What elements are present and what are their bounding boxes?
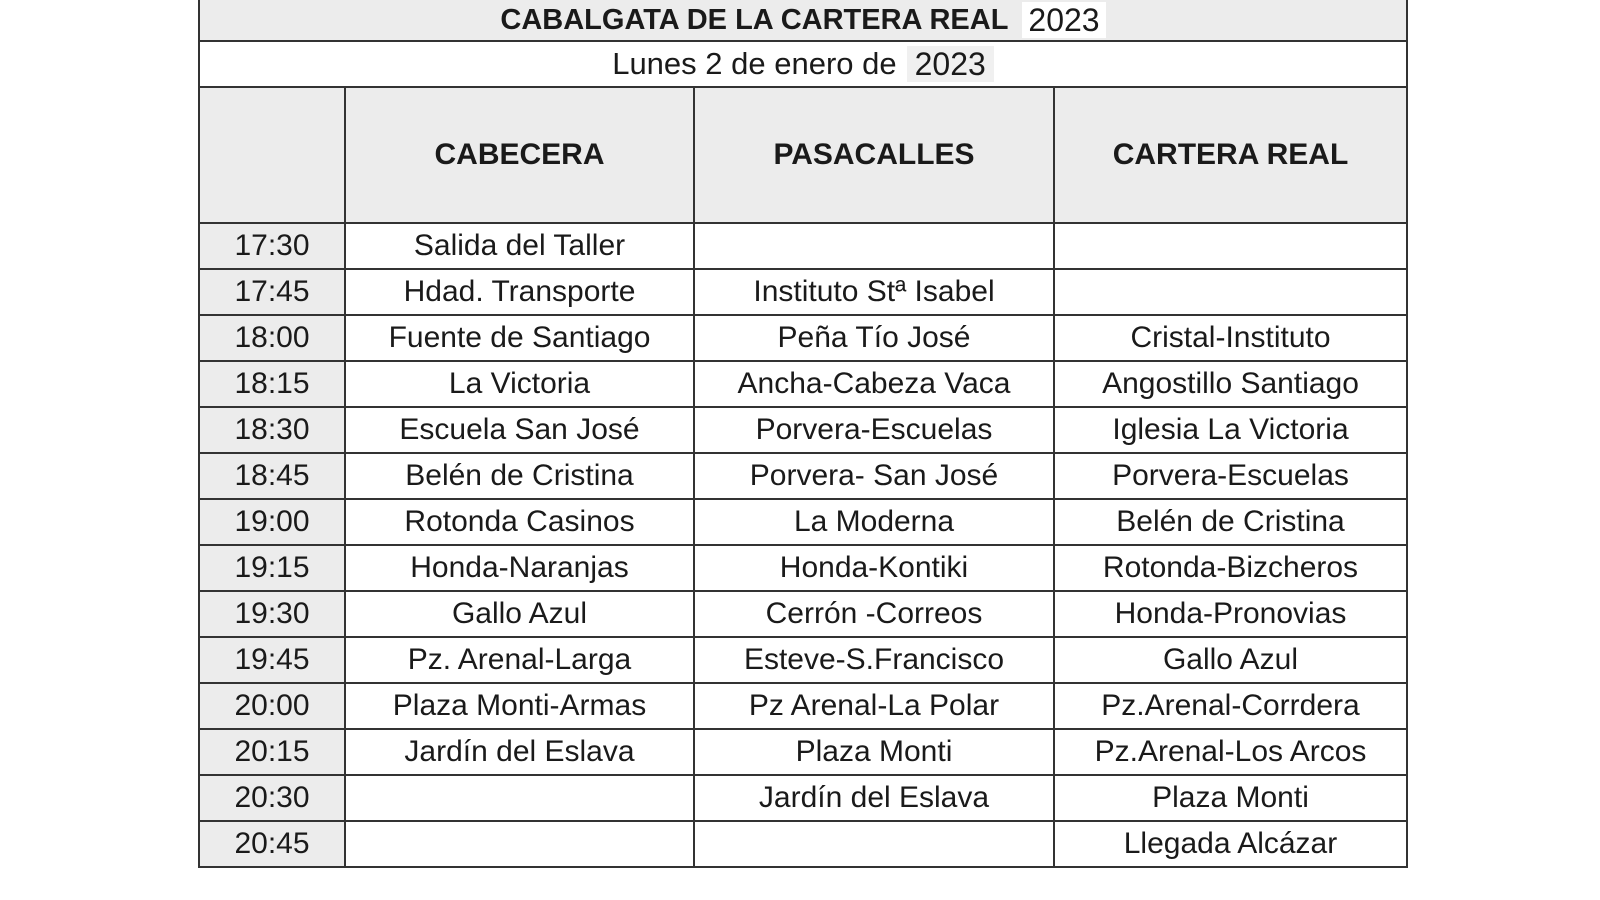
header-time xyxy=(200,88,345,223)
cartera-real-cell xyxy=(1054,223,1406,269)
time-cell: 18:15 xyxy=(200,361,345,407)
cabecera-cell xyxy=(345,775,694,821)
pasacalles-cell: Peña Tío José xyxy=(694,315,1054,361)
cabecera-cell: Gallo Azul xyxy=(345,591,694,637)
time-cell: 18:45 xyxy=(200,453,345,499)
pasacalles-cell: Jardín del Eslava xyxy=(694,775,1054,821)
table-row xyxy=(200,453,1406,499)
time-cell: 20:30 xyxy=(200,775,345,821)
pasacalles-cell: Cerrón -Correos xyxy=(694,591,1054,637)
cabecera-cell: Fuente de Santiago xyxy=(345,315,694,361)
pasacalles-cell: Esteve-S.Francisco xyxy=(694,637,1054,683)
cabecera-cell: Pz. Arenal-Larga xyxy=(345,637,694,683)
time-cell: 19:45 xyxy=(200,637,345,683)
cabecera-cell: Hdad. Transporte xyxy=(345,269,694,315)
pasacalles-cell: Plaza Monti xyxy=(694,729,1054,775)
table-row xyxy=(200,361,1406,407)
cabecera-cell: Rotonda Casinos xyxy=(345,499,694,545)
table-row xyxy=(200,591,1406,637)
table-row xyxy=(200,499,1406,545)
cabecera-cell: Belén de Cristina xyxy=(345,453,694,499)
pasacalles-cell: Ancha-Cabeza Vaca xyxy=(694,361,1054,407)
header-row xyxy=(200,88,1406,223)
table-row xyxy=(200,545,1406,591)
time-cell: 18:00 xyxy=(200,315,345,361)
table-row xyxy=(200,821,1406,867)
pasacalles-cell: Instituto Stª Isabel xyxy=(694,269,1054,315)
cabecera-cell: Escuela San José xyxy=(345,407,694,453)
table-row xyxy=(200,729,1406,775)
cabecera-cell: Salida del Taller xyxy=(345,223,694,269)
cabecera-cell: Jardín del Eslava xyxy=(345,729,694,775)
cartera-real-cell: Cristal-Instituto xyxy=(1054,315,1406,361)
time-cell: 20:00 xyxy=(200,683,345,729)
cabecera-cell: Honda-Naranjas xyxy=(345,545,694,591)
pasacalles-cell: Porvera- San José xyxy=(694,453,1054,499)
pasacalles-cell: Honda-Kontiki xyxy=(694,545,1054,591)
cartera-real-cell: Gallo Azul xyxy=(1054,637,1406,683)
table-row xyxy=(200,269,1406,315)
schedule-table xyxy=(200,88,1406,868)
time-cell: 17:45 xyxy=(200,269,345,315)
schedule-body xyxy=(200,223,1406,867)
table-row xyxy=(200,315,1406,361)
title-year: 2023 xyxy=(1022,2,1105,38)
cabecera-cell xyxy=(345,821,694,867)
cartera-real-cell: Plaza Monti xyxy=(1054,775,1406,821)
cartera-real-cell: Pz.Arenal-Los Arcos xyxy=(1054,729,1406,775)
cabecera-cell: Plaza Monti-Armas xyxy=(345,683,694,729)
cartera-real-cell xyxy=(1054,269,1406,315)
cartera-real-cell: Honda-Pronovias xyxy=(1054,591,1406,637)
header-pasacalles: PASACALLES xyxy=(694,88,1054,223)
table-row xyxy=(200,775,1406,821)
cartera-real-cell: Porvera-Escuelas xyxy=(1054,453,1406,499)
time-cell: 19:30 xyxy=(200,591,345,637)
cartera-real-cell: Iglesia La Victoria xyxy=(1054,407,1406,453)
time-cell: 19:15 xyxy=(200,545,345,591)
table-row xyxy=(200,407,1406,453)
table-row xyxy=(200,637,1406,683)
time-cell: 20:45 xyxy=(200,821,345,867)
header-cartera-real: CARTERA REAL xyxy=(1054,88,1406,223)
table-row xyxy=(200,223,1406,269)
date-year: 2023 xyxy=(907,46,994,82)
cartera-real-cell: Rotonda-Bizcheros xyxy=(1054,545,1406,591)
schedule-document xyxy=(198,0,1408,868)
time-cell: 19:00 xyxy=(200,499,345,545)
date-text: Lunes 2 de enero de xyxy=(612,46,897,81)
time-cell: 20:15 xyxy=(200,729,345,775)
cartera-real-cell: Angostillo Santiago xyxy=(1054,361,1406,407)
pasacalles-cell: Porvera-Escuelas xyxy=(694,407,1054,453)
header-cabecera: CABECERA xyxy=(345,88,694,223)
cartera-real-cell: Pz.Arenal-Corrdera xyxy=(1054,683,1406,729)
pasacalles-cell: La Moderna xyxy=(694,499,1054,545)
table-row xyxy=(200,683,1406,729)
cabecera-cell: La Victoria xyxy=(345,361,694,407)
cartera-real-cell: Llegada Alcázar xyxy=(1054,821,1406,867)
cartera-real-cell: Belén de Cristina xyxy=(1054,499,1406,545)
time-cell: 17:30 xyxy=(200,223,345,269)
pasacalles-cell: Pz Arenal-La Polar xyxy=(694,683,1054,729)
pasacalles-cell xyxy=(694,223,1054,269)
document-title-row xyxy=(200,0,1406,42)
document-title: CABALGATA DE LA CARTERA REAL xyxy=(500,3,1009,36)
date-row xyxy=(200,42,1406,88)
pasacalles-cell xyxy=(694,821,1054,867)
time-cell: 18:30 xyxy=(200,407,345,453)
